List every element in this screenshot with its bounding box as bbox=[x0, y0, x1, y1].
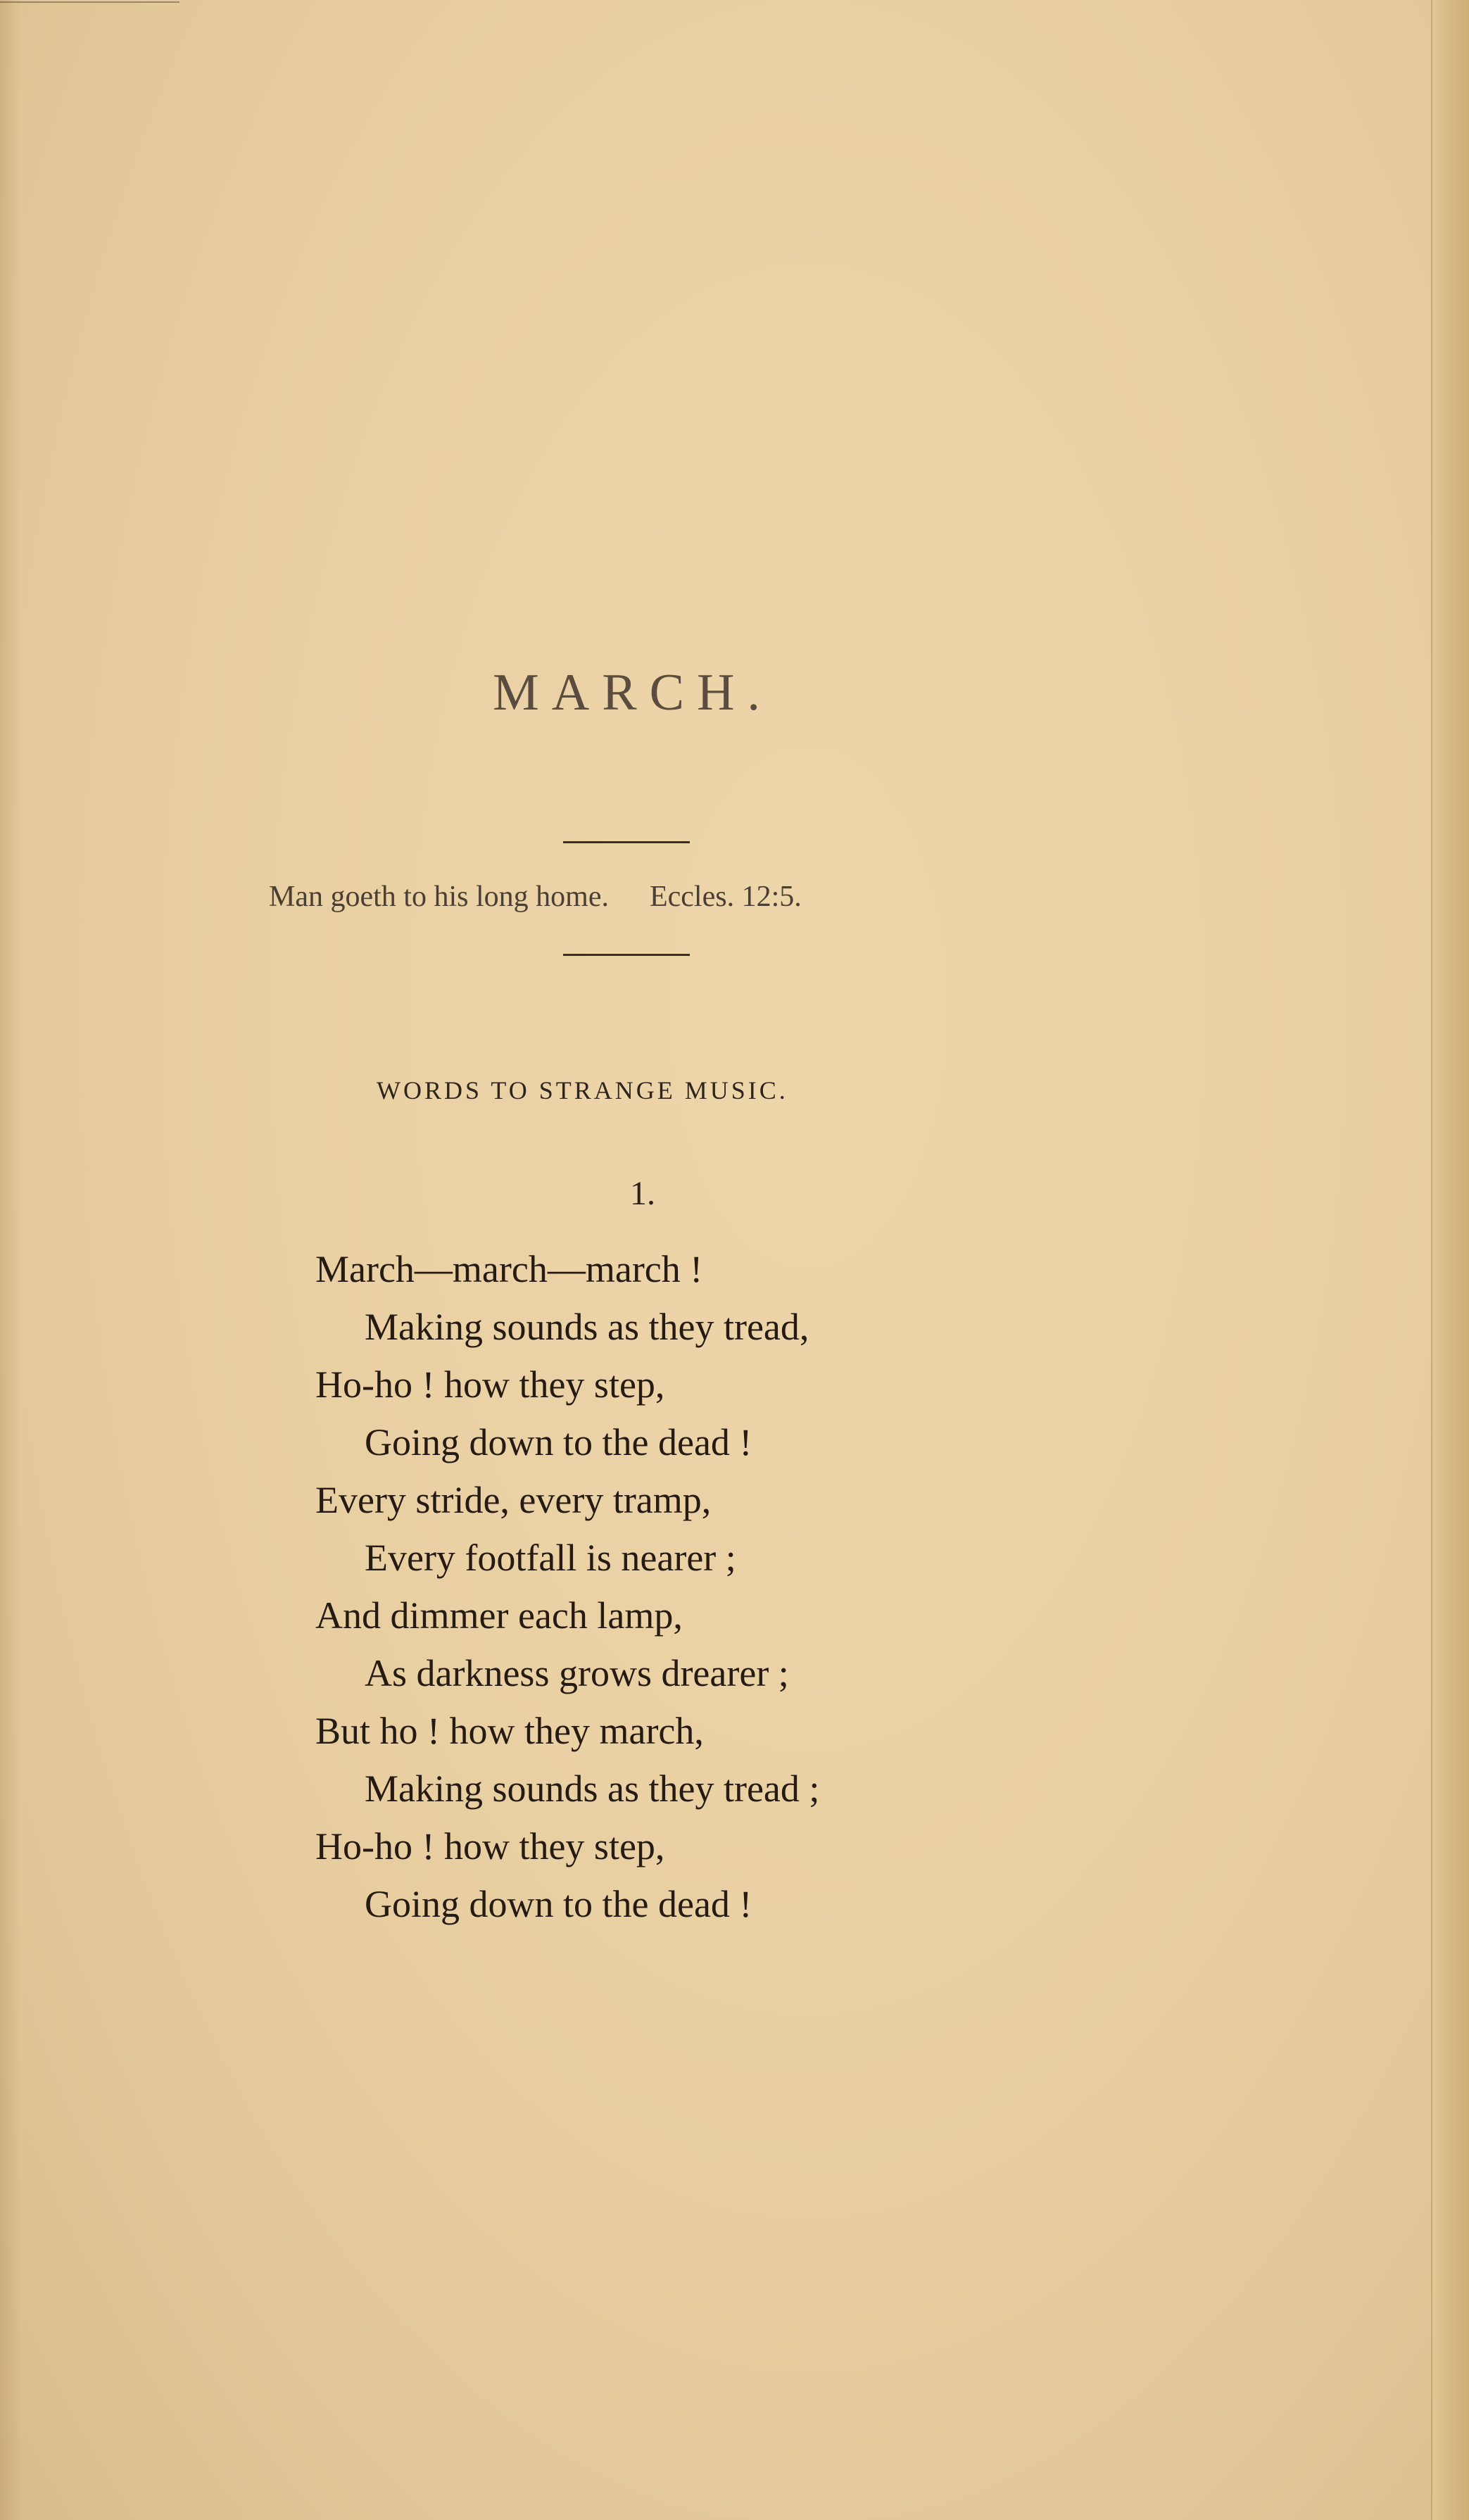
poem-line: Ho-ho ! how they step, bbox=[315, 1825, 665, 1867]
top-edge-mark bbox=[0, 1, 179, 3]
poem-line: Every stride, every tramp, bbox=[315, 1479, 712, 1521]
poem-line: Ho-ho ! how they step, bbox=[315, 1363, 665, 1406]
page-title: MARCH. bbox=[493, 664, 773, 722]
epigraph-text: Man goeth to his long home. bbox=[269, 881, 609, 913]
poem-line: March—march—march ! bbox=[315, 1248, 703, 1290]
poem-line: As darkness grows drearer ; bbox=[365, 1652, 789, 1694]
poem-line: And dimmer each lamp, bbox=[315, 1594, 683, 1637]
poem-line: Going down to the dead ! bbox=[365, 1421, 752, 1463]
poem-line: Making sounds as they tread, bbox=[365, 1306, 809, 1348]
page-edge bbox=[1431, 0, 1469, 2520]
epigraph-reference: Eccles. 12:5. bbox=[649, 881, 802, 913]
poem-line: Making sounds as they tread ; bbox=[365, 1768, 820, 1810]
poem-line: But ho ! how they march, bbox=[315, 1710, 704, 1752]
page-gutter-shadow bbox=[0, 0, 21, 2520]
poem-line: Going down to the dead ! bbox=[365, 1883, 752, 1925]
stanza-number: 1. bbox=[630, 1175, 655, 1212]
epigraph bbox=[269, 880, 802, 914]
poem-line: Every footfall is nearer ; bbox=[365, 1537, 736, 1579]
divider-bottom bbox=[563, 954, 690, 956]
poem-subtitle: WORDS TO STRANGE MUSIC. bbox=[377, 1076, 788, 1104]
divider-top bbox=[563, 841, 690, 843]
